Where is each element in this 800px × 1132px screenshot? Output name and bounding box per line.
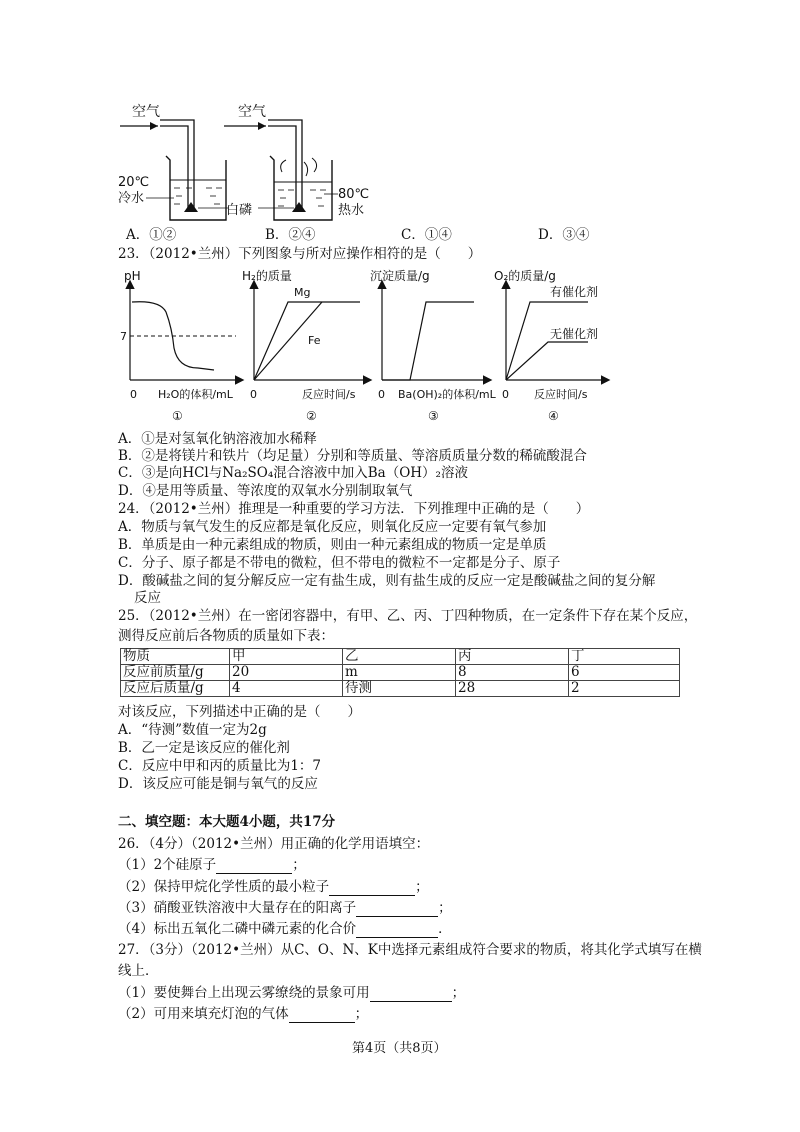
q25-option-c: C．反应中甲和丙的质量比为1：7 [118,758,322,774]
white-phosphorus-label: 白磷 [226,203,253,218]
table-cell: 丙 [456,649,569,665]
q22-figure [110,98,370,228]
q26-item-1-text: （1）2个硅原子 [118,857,217,873]
q26-item-4 [118,921,452,938]
table-cell: 反应前质量/g [121,665,230,681]
q26-item-4-text: （4）标出五氧化二磷中磷元素的化合价 [118,921,357,937]
g3-number: ③ [428,409,439,423]
table-cell: 2 [569,681,680,697]
q23-option-c: C．③是向HCl与Na₂SO₄混合溶液中加入Ba（OH）₂溶液 [118,465,468,481]
cold-temp: 20℃ [118,175,150,190]
q26-item-3-text: （3）硝酸亚铁溶液中大量存在的阳离子 [118,900,357,916]
g3-xlabel: Ba(OH)₂的体积/mL [398,388,496,401]
q27-stem-line1: 27．（3分）（2012•兰州）从C、O、N、K中选择元素组成符合要求的物质，将其化学式填写在横 [118,942,702,958]
answer-blank[interactable] [356,923,438,938]
g3-ylabel: 沉淀质量/g [370,269,430,283]
answer-blank[interactable] [289,1008,355,1023]
g4-no-catalyst-label: 无催化剂 [550,327,599,341]
answer-blank[interactable] [216,859,292,874]
q27-item-1-end: ； [451,985,466,1001]
q27-item-2-end: ； [354,1006,369,1022]
g2-ylabel: H₂的质量 [242,269,292,283]
q22-option-b: B．②④ [265,227,316,243]
g4-ylabel: O₂的质量/g [494,269,556,283]
q26-item-2-end: ； [415,879,429,895]
table-cell: m [343,665,456,681]
table-cell: 乙 [343,649,456,665]
cold-water-label: 冷水 [118,191,145,206]
q23-option-a: A．①是对氢氧化钠溶液加水稀释 [118,431,317,447]
q27-item-2-text: （2）可用来填充灯泡的气体 [118,1006,289,1022]
section-heading: 二、填空题：本大题4小题，共17分 [118,814,336,830]
q25-question: 对该反应，下列描述中正确的是（ ） [118,704,361,720]
q26-item-1 [118,857,306,874]
q27-stem-line2: 线上． [118,963,159,979]
q25-table [120,648,680,697]
answer-blank[interactable] [329,881,415,896]
g2-mg-label: Mg [294,286,311,299]
q22-option-c: C．①④ [401,227,452,243]
air-label-left: 空气 [132,104,160,120]
g2-mg-line [254,302,360,380]
q24-option-b: B．单质是由一种元素组成的物质，则由一种元素组成的物质一定是单质 [118,537,547,553]
g3-curve [382,302,474,380]
table-cell: 20 [230,665,343,681]
table-cell: 待测 [343,681,456,697]
table-cell: 4 [230,681,343,697]
table-cell: 丁 [569,649,680,665]
q23-graphs [118,268,618,428]
q23-option-b: B．②是将镁片和铁片（均足量）分别和等质量、等溶质质量分数的稀硫酸混合 [118,448,587,464]
q24-option-d: D．酸碱盐之间的复分解反应一定有盐生成，则有盐生成的反应一定是酸碱盐之间的复分解 [118,573,656,589]
g4-number: ④ [548,409,559,423]
q23-option-d: D．④是用等质量、等浓度的双氧水分别制取氧气 [118,483,413,499]
g2-number: ② [306,409,317,423]
q24-stem: 24．（2012•兰州）推理是一种重要的学习方法．下列推理中正确的是（ ） [118,501,590,517]
g2-origin: 0 [250,388,257,401]
q26-stem: 26．（4分）（2012•兰州）用正确的化学用语填空： [118,836,430,852]
q26-item-3-end: ； [438,900,452,916]
q23-stem: 23．（2012•兰州）下列图象与所对应操作相符的是（ ） [118,246,482,262]
table-row [121,681,680,697]
q22-option-d: D．③④ [538,227,590,243]
g2-fe-label: Fe [308,334,321,347]
table-row [121,649,680,665]
answer-blank[interactable] [356,902,438,917]
q26-item-3 [118,900,452,917]
q27-item-2 [118,1006,368,1023]
q25-option-b: B．乙一定是该反应的催化剂 [118,740,290,756]
g2-xlabel: 反应时间/s [302,388,356,401]
g3-origin: 0 [378,388,385,401]
q26-item-2-text: （2）保持甲烷化学性质的最小粒子 [118,879,330,895]
table-cell: 物质 [121,649,230,665]
table-cell: 反应后质量/g [121,681,230,697]
g1-ylabel: pH [124,269,141,283]
q22-option-a: A．①② [126,227,177,243]
q24-option-a: A．物质与氧气发生的反应都是氧化反应，则氧化反应一定要有氧气参加 [118,519,547,535]
q24-option-c: C．分子、原子都是不带电的微粒，但不带电的微粒不一定都是分子、原子 [118,555,561,571]
table-row [121,665,680,681]
g4-no-catalyst-line [506,342,588,380]
air-label-right: 空气 [238,104,266,120]
q24-option-d-cont: 反应 [134,590,161,606]
q25-stem-line1: 25．（2012•兰州）在一密闭容器中，有甲、乙、丙、丁四种物质，在一定条件下存在某个反应， [118,608,698,624]
g1-xlabel: H₂O的体积/mL [158,388,233,401]
g1-number: ① [172,409,183,423]
q25-option-a: A．“待测”数值一定为2g [118,722,267,738]
g1-origin: 0 [130,388,137,401]
table-cell: 8 [456,665,569,681]
answer-blank[interactable] [370,987,452,1002]
table-cell: 28 [456,681,569,697]
hot-temp: 80℃ [338,187,370,202]
table-cell: 6 [569,665,680,681]
q27-item-1-text: （1）要使舞台上出现云雾缭绕的景象可用 [118,985,370,1001]
page-footer: 第4页（共8页） [352,1041,447,1056]
q27-item-1 [118,985,465,1002]
q26-item-4-end: ． [438,921,452,937]
g4-origin: 0 [502,388,509,401]
hot-water-label: 热水 [338,203,365,218]
g4-catalyst-label: 有催化剂 [550,285,599,299]
q26-item-2 [118,879,429,896]
g1-tick-7: 7 [120,330,127,343]
q25-option-d: D．该反应可能是铜与氧气的反应 [118,776,318,792]
q26-item-1-end: ； [292,857,306,873]
q25-stem-line2: 测得反应前后各物质的质量如下表： [118,628,334,644]
g4-xlabel: 反应时间/s [534,388,588,401]
table-cell: 甲 [230,649,343,665]
